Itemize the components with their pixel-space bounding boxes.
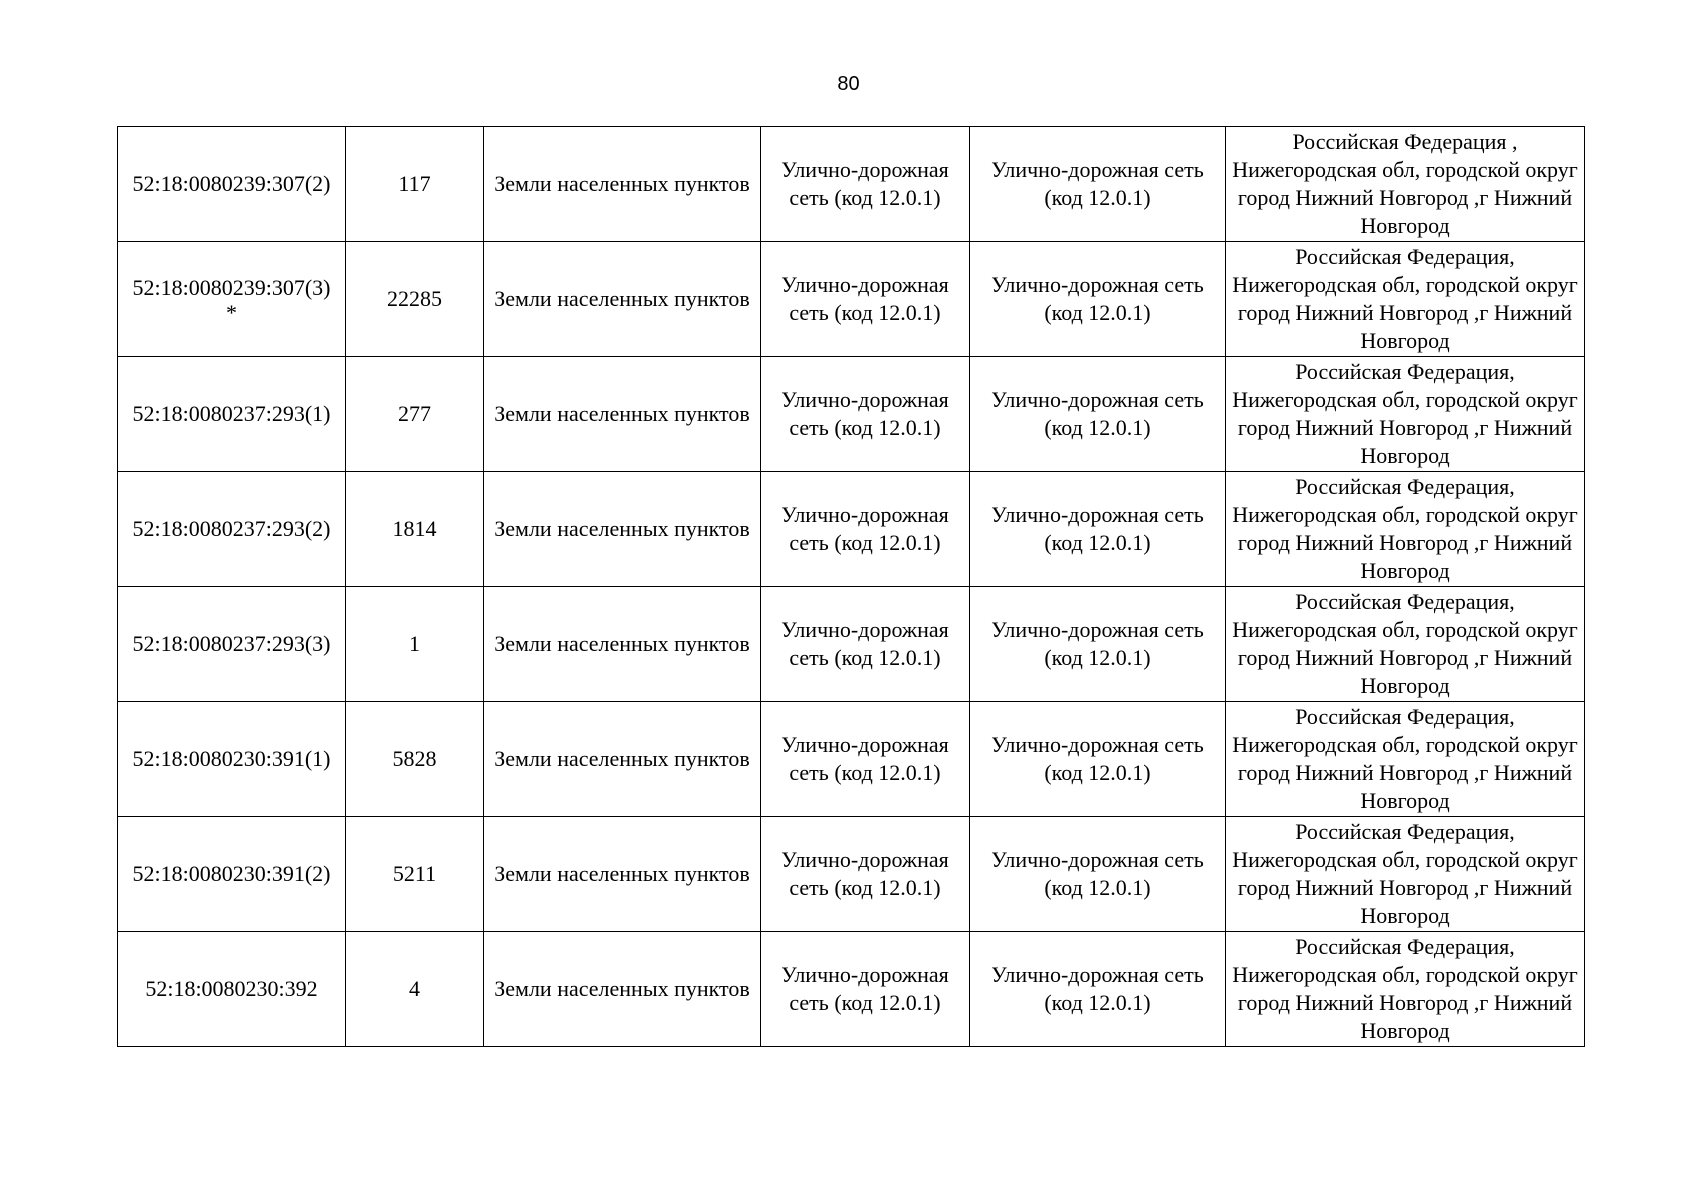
permitted-use-cell: Улично-дорожная сеть (код 12.0.1) bbox=[761, 242, 970, 357]
land-category-cell: Земли населенных пунктов bbox=[484, 127, 761, 242]
permitted-use-cell: Улично-дорожная сеть (код 12.0.1) bbox=[761, 127, 970, 242]
planned-use-cell: Улично-дорожная сеть (код 12.0.1) bbox=[970, 127, 1226, 242]
cadastral-number-cell bbox=[118, 357, 346, 472]
planned-use-cell: Улично-дорожная сеть (код 12.0.1) bbox=[970, 587, 1226, 702]
permitted-use-cell: Улично-дорожная сеть (код 12.0.1) bbox=[761, 702, 970, 817]
cadastral-number: 52:18:0080230:391(2) bbox=[132, 861, 331, 886]
page-number: 80 bbox=[837, 73, 860, 95]
land-category-cell: Земли населенных пунктов bbox=[484, 817, 761, 932]
cadastral-number-cell bbox=[118, 702, 346, 817]
address-cell: Российская Федерация , Нижегородская обл, городской округ город Нижний Новгород ,г Нижний Новгород bbox=[1226, 127, 1585, 242]
land-category-cell: Земли населенных пунктов bbox=[484, 472, 761, 587]
planned-use-cell: Улично-дорожная сеть (код 12.0.1) bbox=[970, 242, 1226, 357]
address-cell: Российская Федерация, Нижегородская обл, городской округ город Нижний Новгород ,г Нижний Новгород bbox=[1226, 587, 1585, 702]
land-plots-table bbox=[117, 126, 1585, 1047]
table-row bbox=[118, 127, 1585, 242]
table-row bbox=[118, 587, 1585, 702]
cadastral-number-cell bbox=[118, 817, 346, 932]
cadastral-number: 52:18:0080237:293(2) bbox=[132, 516, 331, 541]
permitted-use-cell: Улично-дорожная сеть (код 12.0.1) bbox=[761, 932, 970, 1047]
area-cell: 5828 bbox=[346, 702, 484, 817]
area-cell: 4 bbox=[346, 932, 484, 1047]
table-row bbox=[118, 817, 1585, 932]
address-cell: Российская Федерация, Нижегородская обл, городской округ город Нижний Новгород ,г Нижний Новгород bbox=[1226, 472, 1585, 587]
cadastral-number: 52:18:0080239:307(2) bbox=[132, 171, 331, 196]
address-cell: Российская Федерация, Нижегородская обл, городской округ город Нижний Новгород ,г Нижний Новгород bbox=[1226, 817, 1585, 932]
planned-use-cell: Улично-дорожная сеть (код 12.0.1) bbox=[970, 702, 1226, 817]
area-cell: 277 bbox=[346, 357, 484, 472]
table-row bbox=[118, 932, 1585, 1047]
permitted-use-cell: Улично-дорожная сеть (код 12.0.1) bbox=[761, 357, 970, 472]
land-category-cell: Земли населенных пунктов bbox=[484, 587, 761, 702]
table-row bbox=[118, 472, 1585, 587]
area-cell: 1814 bbox=[346, 472, 484, 587]
land-category-cell: Земли населенных пунктов bbox=[484, 242, 761, 357]
address-cell: Российская Федерация, Нижегородская обл, городской округ город Нижний Новгород ,г Нижний Новгород bbox=[1226, 357, 1585, 472]
note-mark: * bbox=[226, 300, 237, 325]
address-cell: Российская Федерация, Нижегородская обл, городской округ город Нижний Новгород ,г Нижний Новгород bbox=[1226, 932, 1585, 1047]
table-row bbox=[118, 357, 1585, 472]
address-cell: Российская Федерация, Нижегородская обл, городской округ город Нижний Новгород ,г Нижний Новгород bbox=[1226, 242, 1585, 357]
cadastral-number-cell bbox=[118, 127, 346, 242]
planned-use-cell: Улично-дорожная сеть (код 12.0.1) bbox=[970, 472, 1226, 587]
cadastral-number: 52:18:0080230:392 bbox=[145, 976, 318, 1001]
cadastral-number: 52:18:0080237:293(1) bbox=[132, 401, 331, 426]
cadastral-number-cell bbox=[118, 587, 346, 702]
table-body bbox=[118, 127, 1585, 1047]
permitted-use-cell: Улично-дорожная сеть (код 12.0.1) bbox=[761, 817, 970, 932]
table-row bbox=[118, 242, 1585, 357]
area-cell: 22285 bbox=[346, 242, 484, 357]
land-category-cell: Земли населенных пунктов bbox=[484, 702, 761, 817]
table-row bbox=[118, 702, 1585, 817]
cadastral-number-cell bbox=[118, 242, 346, 357]
planned-use-cell: Улично-дорожная сеть (код 12.0.1) bbox=[970, 932, 1226, 1047]
address-cell: Российская Федерация, Нижегородская обл, городской округ город Нижний Новгород ,г Нижний Новгород bbox=[1226, 702, 1585, 817]
cadastral-number-cell bbox=[118, 472, 346, 587]
planned-use-cell: Улично-дорожная сеть (код 12.0.1) bbox=[970, 357, 1226, 472]
planned-use-cell: Улично-дорожная сеть (код 12.0.1) bbox=[970, 817, 1226, 932]
permitted-use-cell: Улично-дорожная сеть (код 12.0.1) bbox=[761, 587, 970, 702]
area-cell: 5211 bbox=[346, 817, 484, 932]
cadastral-number: 52:18:0080237:293(3) bbox=[132, 631, 331, 656]
area-cell: 1 bbox=[346, 587, 484, 702]
cadastral-number: 52:18:0080230:391(1) bbox=[132, 746, 331, 771]
land-category-cell: Земли населенных пунктов bbox=[484, 932, 761, 1047]
area-cell: 117 bbox=[346, 127, 484, 242]
cadastral-number-cell bbox=[118, 932, 346, 1047]
cadastral-number: 52:18:0080239:307(3) bbox=[132, 275, 331, 300]
permitted-use-cell: Улично-дорожная сеть (код 12.0.1) bbox=[761, 472, 970, 587]
land-category-cell: Земли населенных пунктов bbox=[484, 357, 761, 472]
